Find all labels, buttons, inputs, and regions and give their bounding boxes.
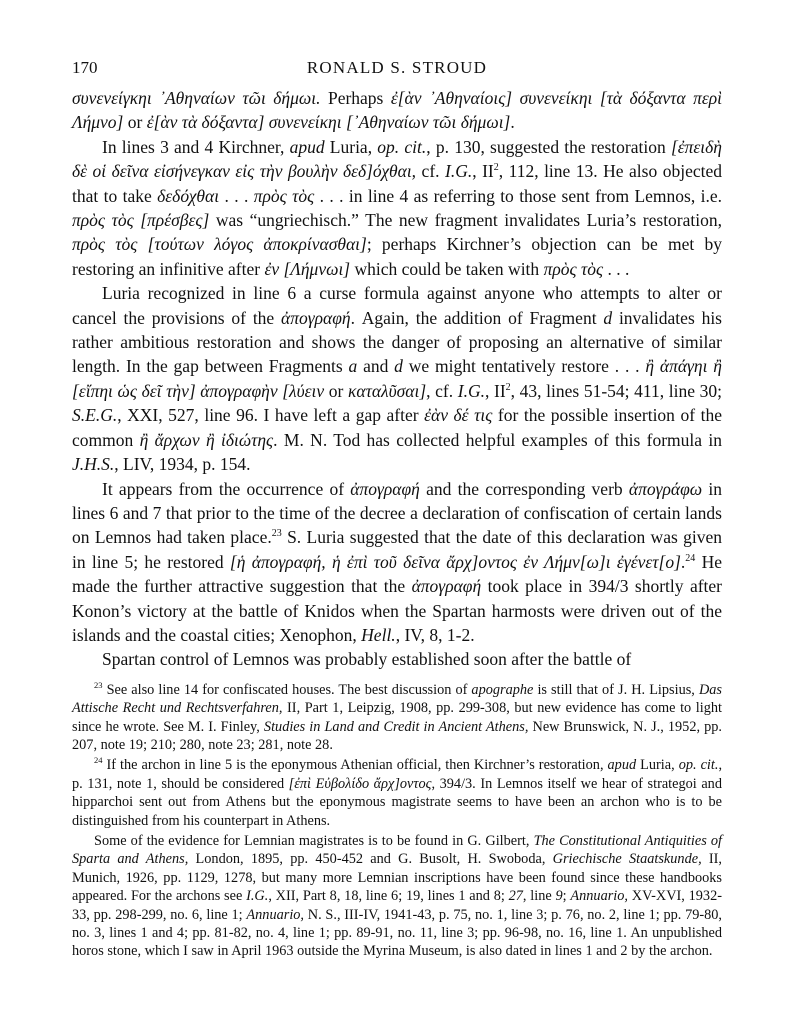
text-run: See also line 14 for confiscated houses. The best discussion of: [102, 681, 472, 698]
running-head: RONALD S. STROUD: [306, 58, 488, 77]
text-run: It appears from the occurrence of: [102, 478, 351, 499]
greek-text: πρὸς τὸς: [543, 258, 604, 279]
footnotes: [72, 681, 722, 961]
text-run: , 394/3. In Lemnos itself we hear of strategoi and hipparchoi sent out from Athens but the eponymous magistrate seems to have been an archon who is to be distinguished from his counterpart in Athens.: [72, 775, 722, 829]
italic-text: op. cit.: [678, 757, 719, 774]
italic-text: Studies in Land and Credit in Ancient Athens,: [263, 718, 529, 735]
italic-text: I.G.: [246, 888, 269, 905]
footnote-ref: 2: [493, 162, 499, 174]
text-run: , cf.: [426, 380, 458, 401]
text-run: . M. N. Tod has collected helpful examples of this formula in: [273, 429, 722, 450]
text-run: and the corresponding verb: [419, 478, 629, 499]
greek-text: ἐὰν δέ τις: [424, 405, 493, 426]
text-run: .: [510, 112, 515, 133]
italic-text: Griechische Staatskunde,: [552, 851, 702, 868]
text-run: which could be taken with: [350, 258, 544, 279]
body-paragraph-2: [72, 135, 722, 281]
text-run: or: [123, 112, 147, 133]
text-run: , p. 130, suggested the restoration: [426, 136, 671, 157]
italic-text: I.G.: [445, 161, 473, 182]
text-run: , II: [472, 161, 494, 182]
footnote-24-continuation: [72, 832, 722, 961]
greek-text: ἀπογραφή: [350, 478, 420, 499]
text-run: Spartan control of Lemnos was probably established soon after the battle of: [102, 649, 632, 670]
italic-text: a: [348, 356, 358, 377]
italic-text: d: [394, 356, 403, 377]
footnote-ref: 24: [685, 552, 696, 564]
text-run: . . .: [603, 258, 630, 279]
footnote-ref: 23: [94, 679, 103, 690]
greek-text: [ἡ ἀπογραφή, ἡ ἐπὶ τοῦ δεῖνα ἄρχ]οντος ἐν Λήμν[ω]ι ἐγένετ[ο]: [229, 551, 681, 572]
text-run: XV-XVI, 1932-33, pp. 298-299, no. 6, line 1;: [72, 888, 722, 923]
text-run: , 112, line 13. He also objected that to take: [72, 161, 722, 206]
text-run: Luria recognized in line 6 a curse formula against anyone who attempts to alter or cancel the provisions of the: [72, 283, 722, 328]
greek-text: πρὸς τὸς [πρέσβες]: [72, 210, 210, 231]
greek-text: ἢ ἄρχων ἢ ἰδιώτης: [139, 429, 274, 450]
body-paragraph-4: [72, 477, 722, 648]
text-run: , II: [484, 380, 506, 401]
greek-text: ἐ[ὰν ᾽Αθηναίοις] συνενείκηι [τὰ δόξαντα περὶ Λήμνο]: [72, 88, 722, 133]
text-run: , LIV, 1934, p. 154.: [114, 454, 251, 475]
text-run: for the possible insertion of the common: [72, 405, 722, 450]
greek-text: ἐ[ὰν τὰ δόξαντα] συνενείκηι [᾽Αθηναίων τῶι δήμωι]: [146, 112, 511, 133]
italic-text: apud: [289, 136, 325, 157]
text-run: II, Part 1, Leipzig, 1908, pp. 299-308, but new evidence has come to light since he wrote. See M. I. Finley,: [72, 700, 722, 735]
text-run: , p. 131, note 1, should be considered: [72, 757, 723, 792]
footnote-ref: 23: [271, 528, 282, 540]
greek-text: πρὸς τὸς: [253, 185, 315, 206]
greek-text: πρὸς τὸς [τούτων λόγος ἀποκρίνασθαι]: [72, 234, 367, 255]
italic-text: apographe: [471, 681, 534, 698]
italic-text: apud: [607, 757, 637, 774]
italic-text: Annuario,: [570, 888, 628, 905]
text-run: He made the further attractive suggestion that the: [72, 551, 722, 597]
body-paragraph-1: [72, 86, 722, 135]
greek-text: ἀπογράφω: [628, 478, 703, 499]
text-run: London, 1895, pp. 450-452 and G. Busolt, H. Swoboda,: [188, 851, 553, 868]
greek-text: ἢ ἀπάγηι ἢ [εἴπηι ὡς δεῖ τὴν] ἀπογραφὴν [λύειν: [72, 356, 722, 401]
text-run: , IV, 8, 1-2.: [395, 624, 475, 645]
text-run: , 43, lines 51-54; 411, line 30;: [510, 380, 723, 401]
italic-text: 9: [555, 888, 563, 905]
text-run: Luria,: [636, 757, 679, 774]
text-run: II, Munich, 1926, pp. 1129, 1278, but many more Lemnian inscriptions have been found since these handbooks appeared. For the archons see: [72, 851, 722, 905]
body-paragraph-3: [72, 281, 722, 476]
text-run: and: [357, 356, 395, 377]
page-header: [72, 58, 722, 82]
italic-text: Annuario,: [246, 906, 305, 923]
greek-text: δεδόχθαι: [157, 185, 220, 206]
text-run: N. S., III-IV, 1941-43, p. 75, no. 1, line 3; p. 76, no. 2, line 1; pp. 79-80, no. 3, lines 1 and 4; pp. 81-82, no. 4, line 1; pp. 89-91, no. 11, line 3; pp. 96-98, no. 16, line 1. An unpublished horos stone, which I saw in April 1963 outside the Myrina Museum, is also dated in lines 1 and 2 by the archon.: [72, 906, 723, 960]
text-run: , line: [522, 888, 556, 905]
greek-text: [ἐπειδὴ δὲ οἱ δεῖνα εἰσήνεγκαν εἰς τὴν βουλὴν δεδ]όχθαι,: [72, 136, 722, 182]
document-page: [72, 58, 722, 963]
greek-text: ἐν [Λήμνωι]: [264, 258, 351, 279]
text-run: Some of the evidence for Lemnian magistrates is to be found in G. Gilbert,: [94, 833, 534, 849]
italic-text: I.G.: [457, 380, 485, 401]
text-run: or: [324, 380, 349, 401]
text-run: cf.: [416, 161, 446, 182]
text-run: New Brunswick, N. J., 1952, pp. 207, note 19; 210; 280, note 23; 281, note 28.: [72, 718, 722, 753]
text-run: is still that of J. H. Lipsius,: [533, 681, 699, 698]
footnote-ref: 24: [94, 755, 103, 766]
footnote-24: [72, 756, 722, 830]
text-run: was “ungriechisch.” The new fragment invalidates Luria’s restoration,: [209, 210, 722, 231]
italic-text: The Constitutional Antiquities of Sparta and Athens,: [72, 833, 722, 868]
footnote-23: [72, 681, 722, 755]
italic-text: d: [603, 307, 613, 328]
text-run: in lines 6 and 7 that prior to the time of the decree a declaration of confiscation of certain lands on Lemnos had taken place.: [72, 478, 722, 548]
text-run: S. Luria suggested that the date of this declaration was given in line 5; he restored: [72, 527, 722, 572]
text-run: . Again, the addition of Fragment: [350, 307, 604, 328]
text-run: Perhaps: [320, 88, 391, 108]
greek-text: ἀπογραφή: [411, 576, 482, 597]
italic-text: J.H.S.: [72, 454, 115, 475]
italic-text: Das Attische Recht und Rechtsverfahren,: [72, 681, 722, 717]
text-run: ; perhaps Kirchner’s objection can be met by restoring an infinitive after: [72, 234, 722, 279]
text-run: we might tentatively restore . . .: [402, 356, 646, 377]
text-run: . . .: [219, 185, 254, 206]
text-run: ;: [562, 888, 571, 905]
text-run: In lines 3 and 4 Kirchner,: [102, 136, 290, 157]
text-run: If the archon in line 5 is the eponymous Athenian official, then Kirchner’s restoration,: [102, 757, 608, 774]
text-run: .: [680, 551, 686, 572]
text-run: invalidates his rather ambitious restoration and shows the danger of proposing an alternative of similar length. In the gap between Fragments: [72, 307, 722, 377]
greek-text: ἀπογραφή: [281, 307, 351, 328]
italic-text: op. cit.: [377, 136, 427, 157]
footnote-ref: 2: [505, 382, 511, 394]
italic-text: S.E.G.: [72, 405, 118, 426]
text-run: . . . in line 4 as referring to those sent from Lemnos, i.e.: [314, 185, 722, 206]
text-run: Luria,: [324, 136, 378, 157]
body-text: [72, 86, 722, 672]
text-run: took place in 394/3 shortly after Konon’s victory at the battle of Knidos when the Spartan harmosts were driven out of the islands and the coastal cities; Xenophon,: [72, 576, 722, 645]
greek-text: συνενείγκηι ᾽Αθηναίων τῶι δήμωι.: [72, 88, 321, 108]
body-paragraph-5: [72, 647, 722, 671]
greek-text: [ἐπὶ Εὐβολίδο ἄρχ]οντος: [288, 775, 432, 792]
text-run: , XII, Part 8, 18, line 6; 19, lines 1 and 8;: [268, 888, 509, 905]
greek-text: καταλῦσαι]: [348, 380, 427, 401]
italic-text: 27: [508, 888, 523, 905]
text-run: , XXI, 527, line 96. I have left a gap after: [117, 405, 425, 426]
italic-text: Hell.: [361, 624, 396, 645]
page-number: 170: [72, 58, 98, 77]
